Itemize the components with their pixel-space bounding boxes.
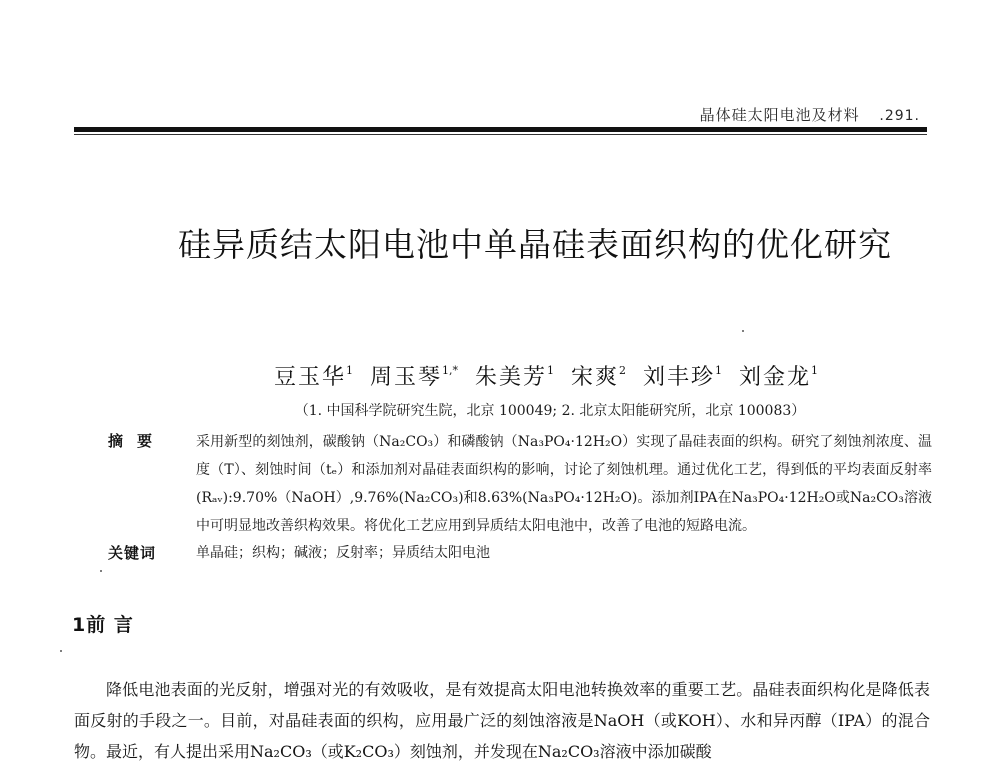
author-mark: 1,* bbox=[441, 364, 458, 377]
scan-speck bbox=[60, 650, 62, 652]
author-mark: 2 bbox=[619, 364, 627, 377]
header-rule-thick bbox=[74, 127, 927, 132]
scan-speck bbox=[742, 330, 744, 332]
author-mark: 1 bbox=[345, 364, 353, 377]
section-title: 前 言 bbox=[86, 614, 134, 636]
author-mark: 1 bbox=[811, 364, 819, 377]
body-paragraph: 降低电池表面的光反射，增强对光的有效吸收，是有效提高太阳电池转换效率的重要工艺。晶硅表面织构化是降低表面反射的手段之一。目前，对晶硅表面的织构，应用最广泛的刻蚀溶液是NaOH（或KOH）、水和异丙醇（IPA）的混合物。最近，有人提出采用Na₂CO₃（或K₂CO₃）刻蚀剂，并发现在Na₂CO₃溶液中添加碳酸 bbox=[74, 680, 930, 761]
scan-speck bbox=[100, 570, 102, 572]
section-heading bbox=[72, 610, 134, 637]
page-number: .291. bbox=[879, 108, 920, 124]
author-mark: 1 bbox=[547, 364, 554, 377]
affiliations: （1. 中国科学院研究生院，北京 100049; 2. 北京太阳能研究所，北京 100083） bbox=[294, 403, 806, 419]
author-name: 刘金龙 bbox=[739, 365, 812, 390]
keywords-label: 关键词 bbox=[108, 544, 157, 562]
author-name: 豆玉华 bbox=[273, 365, 346, 390]
header-rule-thin bbox=[74, 134, 927, 135]
running-header bbox=[700, 104, 920, 125]
paper-title: 硅异质结太阳电池中单晶硅表面织构的优化研究 bbox=[178, 225, 892, 264]
abstract-text: 采用新型的刻蚀剂，碳酸钠（Na₂CO₃）和磷酸钠（Na₃PO₄·12H₂O）实现了晶硅表面的织构。研究了刻蚀剂浓度、温度（T）、刻蚀时间（tₑ）和添加剂对晶硅表面织构的影响，讨论了刻蚀机理。通过优化工艺，得到低的平均表面反射率(Rₐᵥ):9.70%（NaOH）,9.76%(Na₂CO₃)和8.63%(Na₃PO₄·12H₂O)。添加剂IPA在Na₃PO₄·12H₂O或Na₂CO₃溶液中可明显地改善织构效果。将优化工艺应用到异质结太阳电池中，改善了电池的短路电流。 bbox=[196, 434, 932, 534]
author-list bbox=[60, 360, 1000, 391]
author-name: 刘丰珍 bbox=[643, 365, 716, 390]
author-mark: 1 bbox=[715, 364, 723, 377]
author-name: 朱美芳 bbox=[474, 365, 547, 390]
keywords-text: 单晶硅；织构；碱液；反射率；异质结太阳电池 bbox=[196, 545, 490, 561]
journal-name: 晶体硅太阳电池及材料 bbox=[699, 106, 860, 124]
section-number: 1 bbox=[72, 614, 87, 636]
author-name: 周玉琴 bbox=[369, 365, 442, 390]
author-name: 宋爽 bbox=[571, 365, 620, 390]
abstract-label: 摘要 bbox=[108, 432, 167, 450]
